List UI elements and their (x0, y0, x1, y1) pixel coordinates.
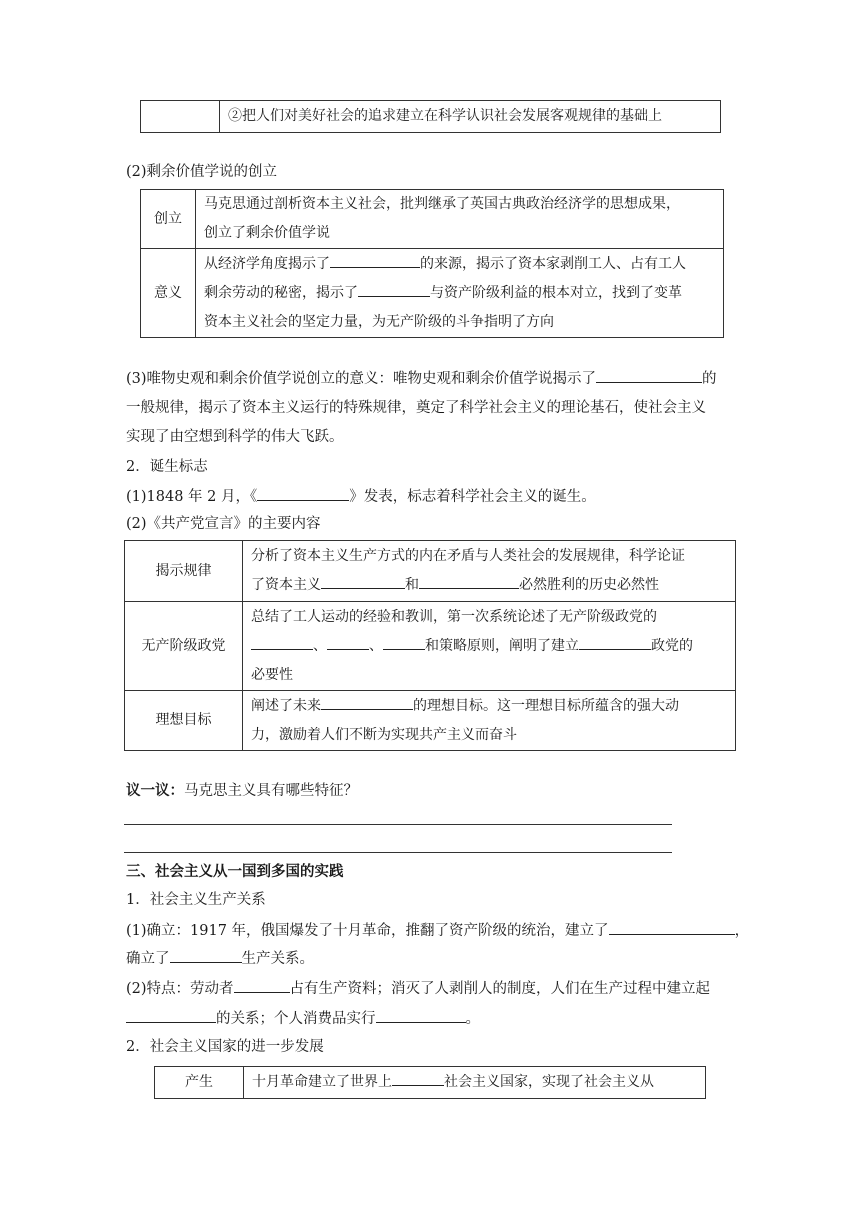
fill-blank[interactable] (126, 1008, 216, 1023)
fill-blank[interactable] (419, 574, 519, 589)
subheading: 2．社会主义国家的进一步发展 (126, 1039, 324, 1055)
discussion-question: 马克思主义具有哪些特征？ (184, 783, 358, 799)
text: 政党的 (651, 637, 693, 654)
fill-blank[interactable] (609, 920, 735, 935)
row-label: 意义 (141, 249, 196, 338)
paragraph-line (126, 486, 596, 507)
top-table (140, 100, 721, 133)
answer-line[interactable] (124, 824, 672, 825)
text: 、 (369, 637, 383, 654)
cell-line (251, 692, 727, 721)
table-row (141, 190, 724, 249)
fill-blank[interactable] (170, 948, 242, 963)
text: 。 (465, 1011, 480, 1027)
text: 生产关系。 (241, 951, 314, 967)
paragraph-line (126, 1008, 480, 1029)
text: 必然胜利的历史必然性 (519, 577, 659, 593)
cell-line (204, 250, 715, 279)
table-cell (196, 190, 724, 249)
fill-blank[interactable] (257, 486, 349, 501)
table-cell: ②把人们对美好社会的追求建立在科学认识社会发展客观规律的基础上 (220, 101, 721, 133)
cell-line (251, 632, 727, 661)
table-cell (243, 602, 736, 691)
cell-line: 分析了资本主义生产方式的内在矛盾与人类社会的发展规律，科学论证 (251, 548, 685, 564)
cell-line: 必要性 (251, 666, 293, 683)
fill-blank[interactable] (579, 635, 651, 650)
row-label: 无产阶级政党 (125, 602, 243, 691)
cell-line (204, 279, 715, 308)
cell-line: 资本主义社会的坚定力量，为无产阶级的斗争指明了方向 (204, 313, 554, 330)
text: (2)特点：劳动者 (126, 981, 234, 997)
table-cell (196, 249, 724, 338)
fill-blank[interactable] (358, 282, 430, 297)
fill-blank[interactable] (392, 1071, 444, 1086)
table-row (125, 691, 736, 751)
subheading: 1．社会主义生产关系 (126, 892, 266, 908)
table-cell (243, 541, 736, 602)
text: 的理想目标。这一理想目标所蕴含的强大动 (413, 697, 679, 714)
table-cell (243, 691, 736, 751)
fill-blank[interactable] (383, 635, 425, 650)
subheading: 2．诞生标志 (126, 459, 208, 475)
table-row (125, 602, 736, 691)
paragraph-line: (2)《共产党宣言》的主要内容 (126, 516, 321, 532)
text: 和策略原则，阐明了建立 (425, 637, 579, 654)
text: ， (734, 923, 750, 939)
row-label: 揭示规律 (125, 541, 243, 602)
discussion-label: 议一议： (126, 783, 184, 799)
fill-blank[interactable] (234, 978, 290, 993)
discussion-prompt (126, 781, 358, 801)
table-row (155, 1067, 706, 1099)
fill-blank[interactable] (321, 574, 405, 589)
text: 的来源，揭示了资本家剥削工人、占有工人 (420, 255, 686, 272)
text: (3)唯物史观和剩余价值学说创立的意义：唯物史观和剩余价值学说揭示了 (126, 371, 597, 387)
fill-blank[interactable] (330, 253, 420, 268)
text: 与资产阶级利益的根本对立，找到了变革 (430, 284, 682, 301)
text: 剩余劳动的秘密，揭示了 (204, 284, 358, 301)
text: 、 (313, 637, 327, 654)
fill-blank[interactable] (251, 635, 313, 650)
section-heading: 三、社会主义从一国到多国的实践 (126, 864, 344, 880)
cell-line: 马克思通过剖析资本主义社会，批判继承了英国古典政治经济学的思想成果， (204, 196, 680, 212)
paragraph-line (126, 948, 314, 969)
paragraph-line (126, 368, 717, 389)
manifesto-table (124, 540, 736, 751)
text: 和 (405, 577, 419, 593)
empty-cell (141, 101, 220, 133)
text: 的 (702, 371, 717, 387)
paragraph-line (126, 920, 749, 941)
fill-blank[interactable] (596, 368, 702, 383)
row-label: 创立 (141, 190, 196, 249)
text: 社会主义国家，实现了社会主义从 (444, 1074, 654, 1090)
cell-line: 总结了工人运动的经验和教训，第一次系统论述了无产阶级政党的 (251, 608, 657, 625)
answer-line[interactable] (124, 852, 672, 853)
paragraph-line: 实现了由空想到科学的伟大飞跃。 (126, 429, 344, 445)
row-label: 产生 (155, 1067, 244, 1099)
section-heading: (2)剩余价值学说的创立 (126, 164, 278, 180)
fill-blank[interactable] (376, 1008, 466, 1023)
table-row (125, 541, 736, 602)
text: 的关系；个人消费品实行 (216, 1011, 376, 1027)
text: 阐述了未来 (251, 697, 321, 714)
fill-blank[interactable] (321, 695, 413, 710)
cell-line (251, 571, 727, 600)
text: (1)确立：1917 年，俄国爆发了十月革命，推翻了资产阶级的统治，建立了 (126, 923, 609, 939)
development-table (154, 1066, 706, 1099)
text: (1)1848 年 2 月，《 (126, 489, 258, 505)
cell-line: 创立了剩余价值学说 (204, 225, 330, 241)
text: 十月革命建立了世界上 (252, 1074, 392, 1090)
table-cell (244, 1067, 706, 1099)
text: 了资本主义 (251, 577, 321, 593)
table-row (141, 249, 724, 338)
table-row (141, 101, 721, 133)
fill-blank[interactable] (327, 635, 369, 650)
text: 》发表，标志着科学社会主义的诞生。 (349, 489, 596, 505)
text: 确立了 (126, 951, 170, 967)
paragraph-line: 一般规律，揭示了资本主义运行的特殊规律，奠定了科学社会主义的理论基石，使社会主义 (126, 400, 706, 416)
row-label: 理想目标 (125, 691, 243, 751)
surplus-value-table (140, 189, 724, 338)
cell-line: 力，激励着人们不断为实现共产主义而奋斗 (251, 726, 517, 743)
text: 占有生产资料；消灭了人剥削人的制度，人们在生产过程中建立起 (289, 981, 711, 997)
paragraph-line (126, 978, 710, 999)
text: 从经济学角度揭示了 (204, 255, 330, 272)
